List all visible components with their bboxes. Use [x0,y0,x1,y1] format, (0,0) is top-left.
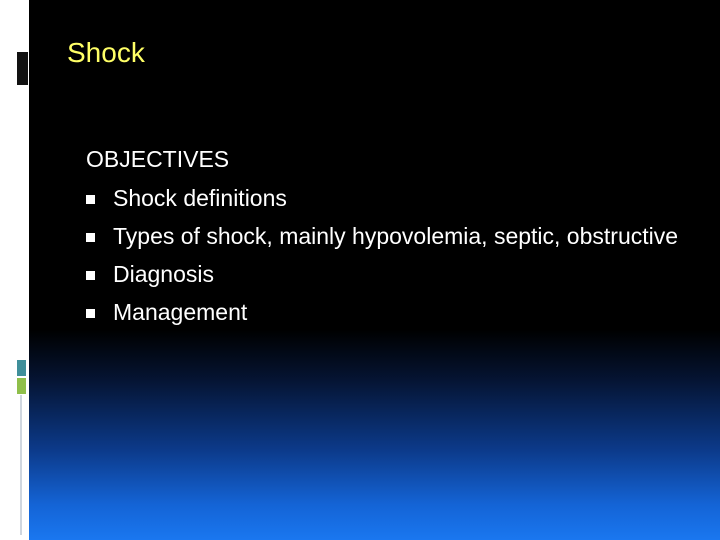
square-bullet-icon [86,271,95,280]
list-item-text: Diagnosis [113,261,214,287]
list-item [86,184,686,213]
list-item [86,298,686,327]
objectives-heading: OBJECTIVES [86,146,230,172]
list-item-text: Types of shock, mainly hypovolemia, septic, obstructive [113,223,679,249]
list-item [86,222,686,251]
accent-block-teal [17,360,26,376]
square-bullet-icon [86,309,95,318]
accent-block-black [17,52,28,85]
list-item [86,260,686,289]
slide-body [86,145,686,336]
objectives-list [86,184,686,327]
accent-block-green [17,378,26,394]
accent-line [20,395,22,535]
list-item-text: Shock definitions [113,185,287,211]
slide-title: Shock [67,37,145,68]
square-bullet-icon [86,233,95,242]
square-bullet-icon [86,195,95,204]
list-item-text: Management [113,299,248,325]
